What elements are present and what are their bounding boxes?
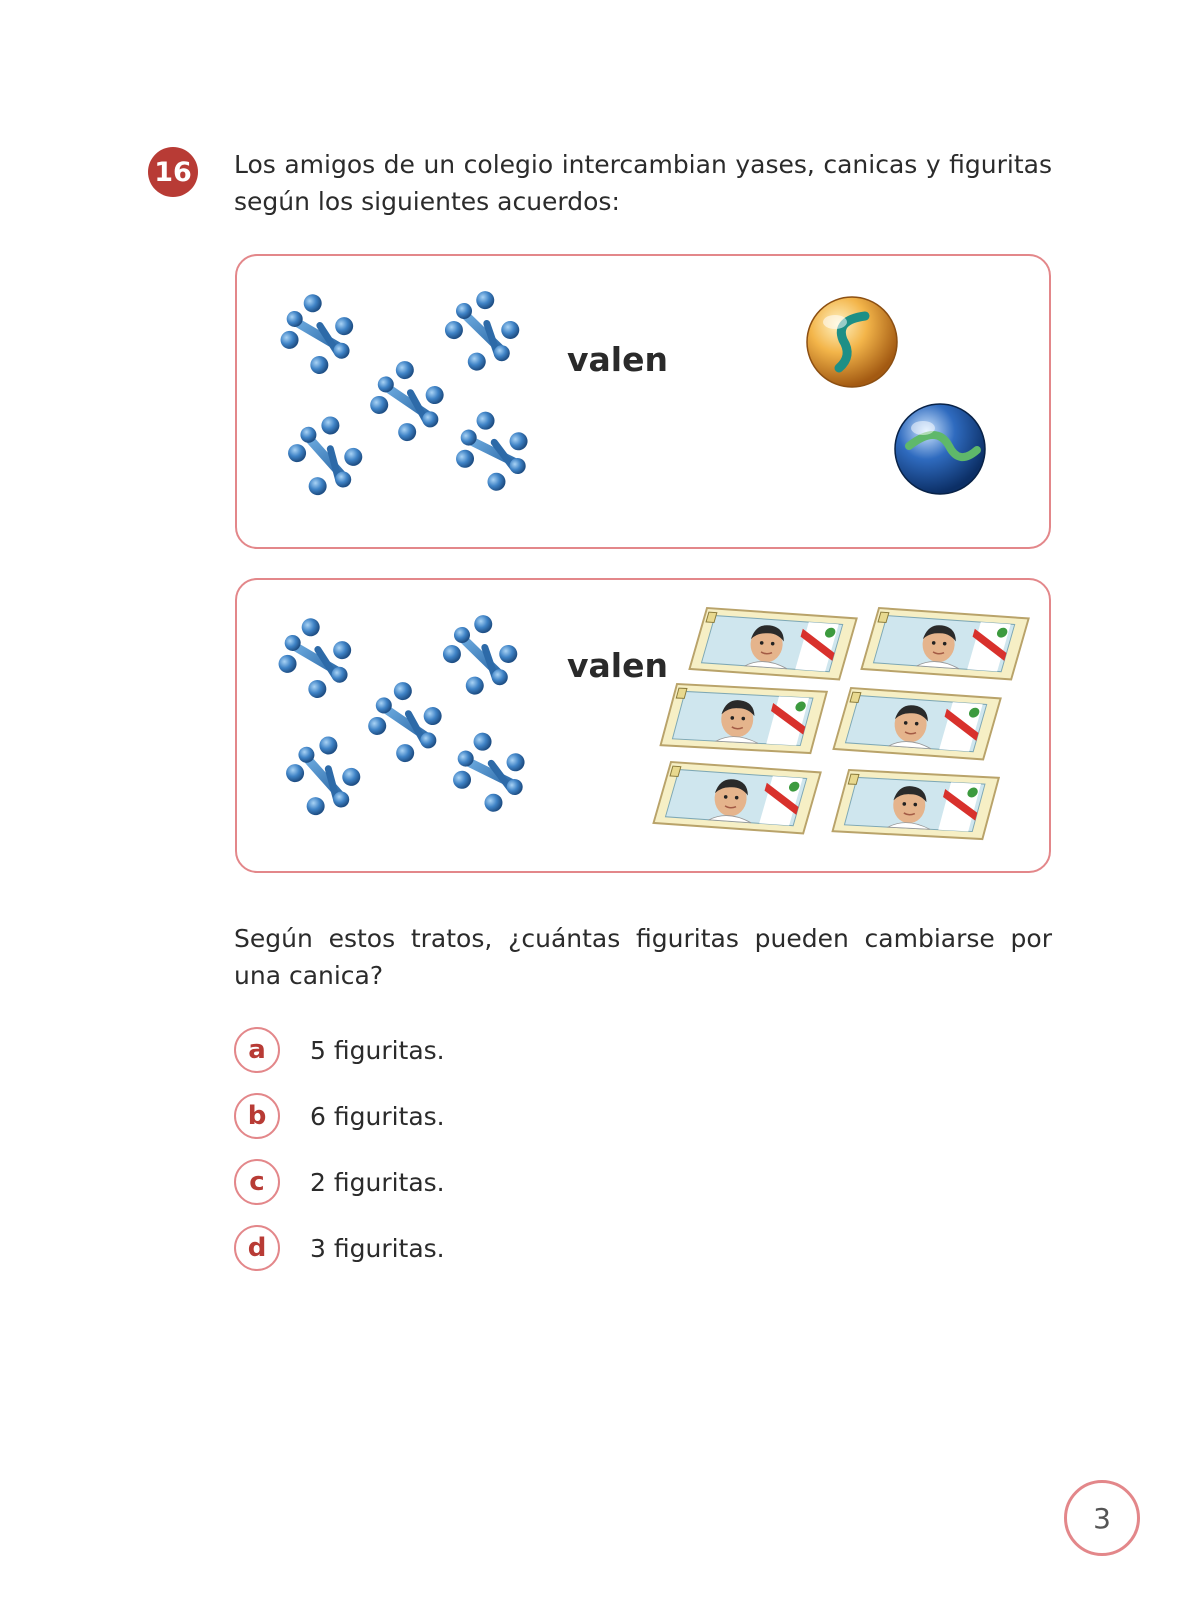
trading-card-icon [862,607,1029,680]
option-b[interactable] [234,1092,445,1140]
jack-icon [444,725,533,819]
option-letter-badge: d [234,1225,280,1271]
jack-icon [441,287,523,374]
option-letter-badge: a [234,1027,280,1073]
exchange-word: valen [567,340,668,379]
option-text: 5 figuritas. [310,1035,445,1065]
exchange-1-illustration [237,256,1053,551]
question-stem: Los amigos de un colegio intercambian yases, canicas y figuritas según los siguientes acuerdos: [234,150,1052,216]
jack-icon [282,410,369,502]
jack-icon [439,611,521,698]
marble-icon [895,404,985,494]
option-a[interactable] [234,1026,445,1074]
option-text: 3 figuritas. [310,1233,445,1263]
trading-card-icon [661,683,827,753]
exchange-word: valen [567,646,668,685]
option-d[interactable] [234,1224,445,1272]
trading-card-icon [690,607,857,680]
option-text: 2 figuritas. [310,1167,445,1197]
jack-icon [280,730,367,822]
jack-icon [447,404,536,498]
option-c[interactable] [234,1158,445,1206]
question-prompt: Según estos tratos, ¿cuántas figuritas pueden cambiarse por una canica? [234,924,1052,990]
exchange-box-jacks-cards [235,578,1051,873]
question-number-badge: 16 [148,147,198,197]
option-letter-badge: b [234,1093,280,1139]
jack-icon [275,289,359,379]
marble-icon [807,297,897,387]
jack-icon [365,680,444,765]
jack-icon [273,613,357,703]
trading-card-icon [833,769,999,839]
page-number: 3 [1064,1480,1140,1556]
trading-card-icon [834,687,1001,760]
trading-card-icon [654,761,821,834]
option-letter-badge: c [234,1159,280,1205]
jack-icon [367,359,446,444]
exchange-2-illustration [237,580,1053,875]
option-text: 6 figuritas. [310,1101,445,1131]
exchange-box-jacks-marbles [235,254,1051,549]
